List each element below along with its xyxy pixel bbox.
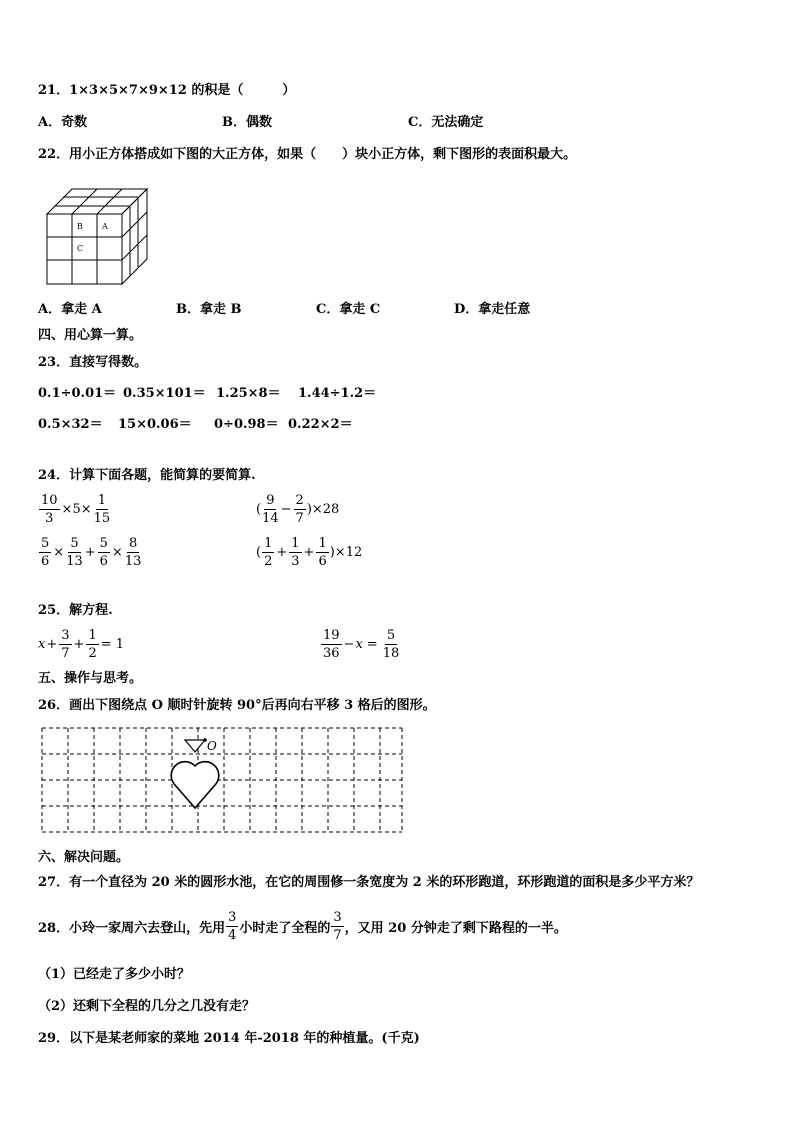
cube-label-b: B xyxy=(77,222,83,231)
q28-sub-question-2: （2）还剩下全程的几分之几没有走？ xyxy=(38,999,256,1014)
q23-item: 0.1÷0.01＝ xyxy=(38,386,117,401)
q24-expression-2: ( $\frac{9}{14}$ − $\frac{2}{7}$ )×28 xyxy=(256,493,340,526)
triangle-shape xyxy=(185,740,205,752)
q23-item: 1.25×8＝ xyxy=(216,386,281,401)
q23-item: 15×0.06＝ xyxy=(118,417,192,432)
q22-option-b: B．拿走 B xyxy=(176,302,242,317)
cube-figure xyxy=(44,186,154,288)
fraction: $\frac{1}{2}$ xyxy=(88,628,97,661)
q21-stem: 21．1×3×5×7×9×12 的积是（ ） xyxy=(38,83,296,98)
q22-option-c: C．拿走 C xyxy=(316,302,381,317)
q23-item: 0.35×101＝ xyxy=(123,386,206,401)
fraction: $\frac{1}{15}$ xyxy=(93,493,111,526)
fraction: $\frac{2}{7}$ xyxy=(295,493,304,526)
q28-sub-question-1: （1）已经走了多少小时？ xyxy=(38,967,191,982)
fraction: $\frac{3}{4}$ xyxy=(228,910,237,943)
section4-heading: 四、用心算一算。 xyxy=(38,328,143,343)
q25-stem: 25．解方程. xyxy=(38,603,113,618)
q24-stem: 24．计算下面各题，能简算的要简算. xyxy=(38,468,256,483)
q29-stem: 29．以下是某老师家的菜地 2014 年-2018 年的种植量。(千克) xyxy=(38,1031,420,1046)
cube-label-a: A xyxy=(102,222,108,231)
fraction: $\frac{5}{6}$ xyxy=(41,536,50,569)
q26-stem: 26．画出下图绕点 O 顺时针旋转 90°后再向右平移 3 格后的图形。 xyxy=(38,698,436,713)
q21-option-b: B．偶数 xyxy=(222,115,272,130)
q21-option-c: C．无法确定 xyxy=(408,115,484,130)
q22-option-a: A．拿走 A xyxy=(38,302,102,317)
q22-option-d: D．拿走任意 xyxy=(454,302,531,317)
q21-option-a: A．奇数 xyxy=(38,115,88,130)
fraction: $\frac{3}{7}$ xyxy=(61,628,70,661)
q23-item: 0.22×2＝ xyxy=(288,417,353,432)
q23-stem: 23．直接写得数。 xyxy=(38,355,148,370)
fraction: $\frac{8}{13}$ xyxy=(124,536,142,569)
fraction: $\frac{1}{3}$ xyxy=(291,536,300,569)
fraction: $\frac{19}{36}$ xyxy=(323,628,340,661)
fraction: $\frac{3}{7}$ xyxy=(333,910,342,943)
q24-expression-1: $\frac{10}{3}$ ×5× $\frac{1}{15}$ xyxy=(41,493,111,526)
dashed-grid-figure xyxy=(38,724,408,838)
q22-stem: 22．用小正方体搭成如下图的大正方体，如果（ ）块小正方体，剩下图形的表面积最大。 xyxy=(38,147,577,162)
fraction: $\frac{9}{14}$ xyxy=(262,493,279,526)
q23-item: 1.44÷1.2＝ xyxy=(298,386,377,401)
fraction: $\frac{5}{6}$ xyxy=(99,536,108,569)
heart-shape xyxy=(171,762,219,808)
cube-label-c: C xyxy=(77,244,84,253)
q28-stem: 28．小玲一家周六去登山，先用 $\frac{3}{4}$ 小时走了全程的 $\frac{3}{7}$ ，又用 20 分钟走了剩下路程的一半。 xyxy=(38,910,567,943)
q27-stem: 27．有一个直径为 20 米的圆形水池，在它的周围修一条宽度为 2 米的环形跑道，环形跑道的面积是多少平方米？ xyxy=(38,875,700,890)
q24-expression-3: $\frac{5}{6}$ × $\frac{5}{13}$ + $\frac{5}{6}$ × $\frac{8}{13}$ xyxy=(41,536,142,569)
q23-item: 0.5×32＝ xyxy=(38,417,103,432)
q23-item: 0÷0.98＝ xyxy=(214,417,279,432)
q25-equation-1: x + $\frac{3}{7}$ + $\frac{1}{2}$ = 1 xyxy=(38,628,125,661)
section6-heading: 六、解决问题。 xyxy=(38,850,130,865)
fraction: $\frac{5}{18}$ xyxy=(382,628,400,661)
fraction: $\frac{5}{13}$ xyxy=(66,536,83,569)
fraction: $\frac{10}{3}$ xyxy=(41,493,58,526)
point-o-label: O xyxy=(207,739,217,753)
q24-expression-4: ( $\frac{1}{2}$ + $\frac{1}{3}$ + $\frac{1}{6}$ )×12 xyxy=(256,536,363,569)
section5-heading: 五、操作与思考。 xyxy=(38,671,143,686)
fraction: $\frac{1}{6}$ xyxy=(318,536,327,569)
q25-equation-2: $\frac{19}{36}$ − x = $\frac{5}{18}$ xyxy=(323,628,400,661)
fraction: $\frac{1}{2}$ xyxy=(264,536,273,569)
